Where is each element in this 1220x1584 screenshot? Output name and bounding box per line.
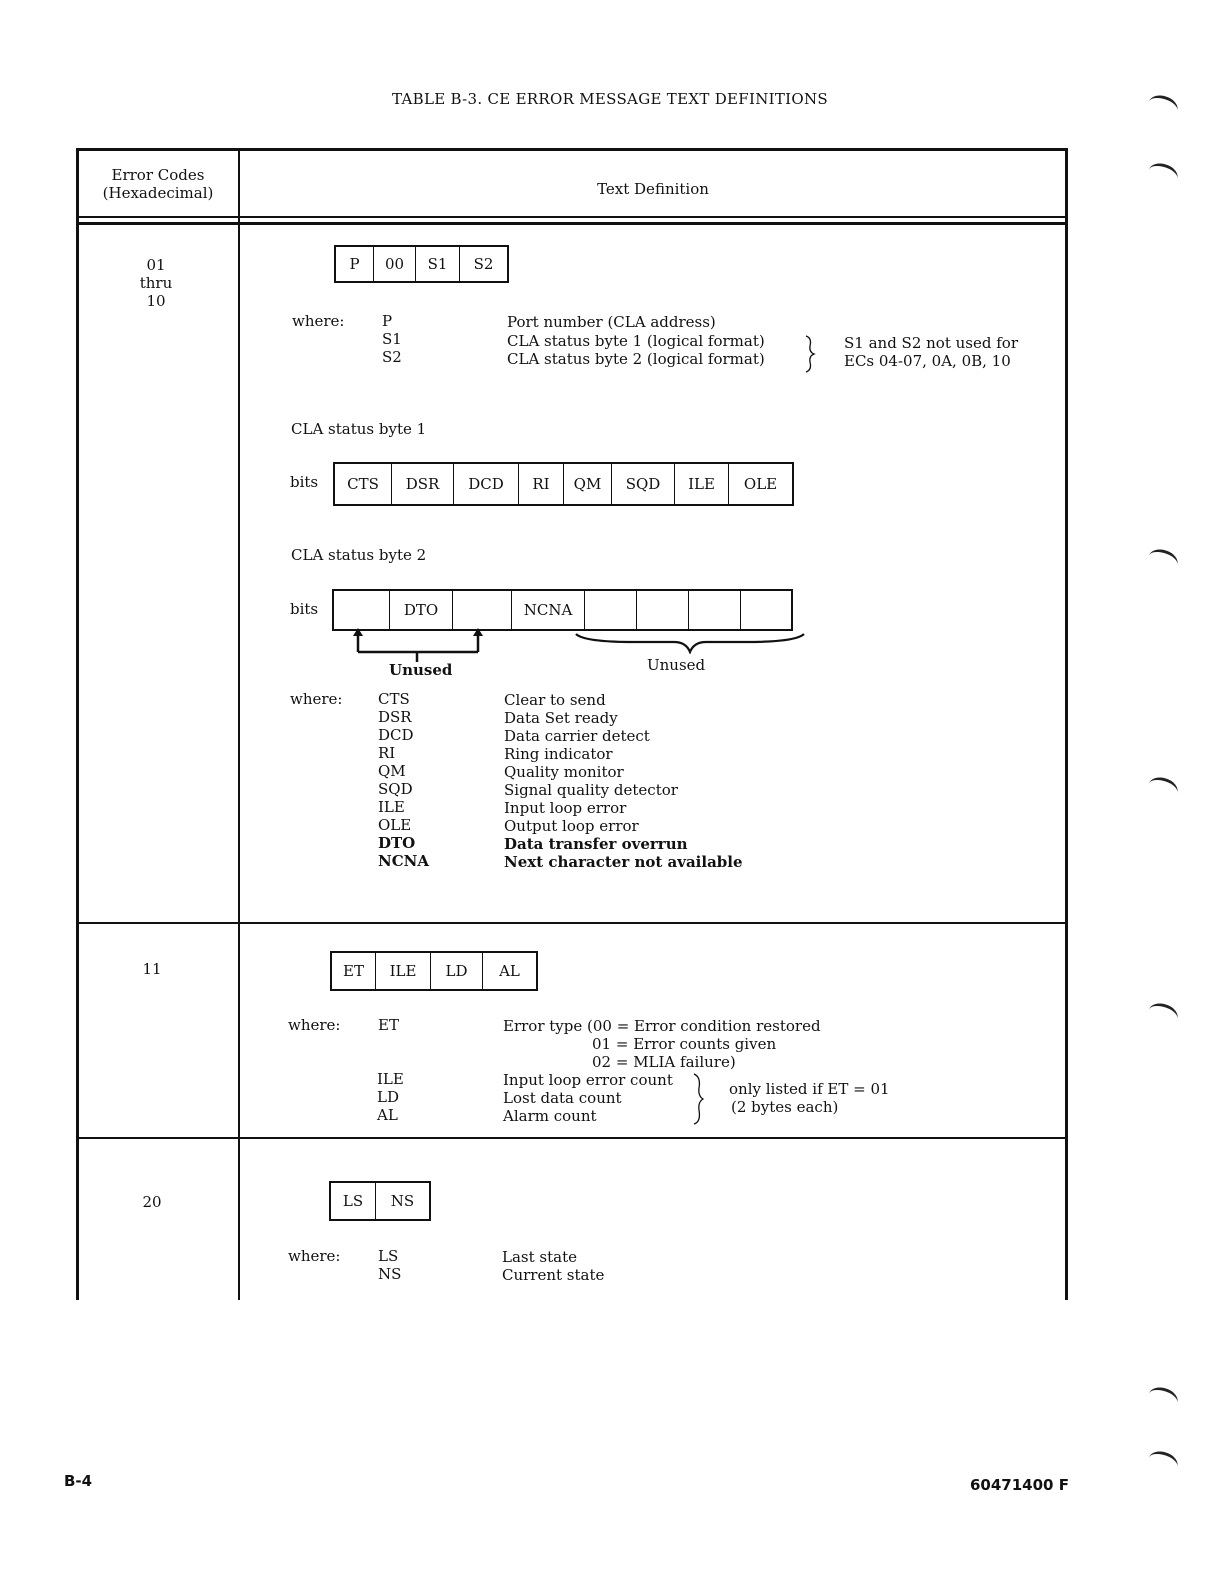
bit-symbol-list bbox=[378, 690, 429, 870]
bit-ri: RI bbox=[519, 464, 564, 504]
def-text: Input loop error count bbox=[503, 1071, 673, 1089]
format-field-ls: LS bbox=[331, 1183, 376, 1219]
def-symbol: NS bbox=[378, 1265, 402, 1283]
binder-mark-icon bbox=[1145, 1448, 1180, 1477]
bit-symbol: DCD bbox=[378, 726, 414, 744]
def-text: Last state bbox=[502, 1248, 577, 1266]
page-number: B-4 bbox=[64, 1472, 93, 1490]
header-rule bbox=[76, 216, 1068, 218]
bit-meaning: Output loop error bbox=[504, 817, 639, 835]
def-symbol: ET bbox=[378, 1016, 399, 1034]
bit-symbol: NCNA bbox=[378, 852, 429, 870]
def-symbol: LD bbox=[377, 1088, 399, 1106]
binder-mark-icon bbox=[1145, 774, 1180, 803]
bit-symbol: OLE bbox=[378, 816, 412, 834]
document-number: 60471400 F bbox=[970, 1476, 1069, 1494]
bit-meaning: Input loop error bbox=[504, 799, 627, 817]
def-symbol: P bbox=[382, 312, 393, 330]
bit-sqd: SQD bbox=[612, 464, 675, 504]
row2-format-boxes bbox=[330, 951, 538, 991]
byte1-label: CLA status byte 1 bbox=[291, 420, 427, 438]
row1-codes bbox=[76, 256, 236, 310]
def-symbol: S1 bbox=[382, 330, 402, 348]
bit-ile: ILE bbox=[675, 464, 729, 504]
row3-format-boxes bbox=[329, 1181, 431, 1221]
error-type-line1: Error type (00 = Error condition restored bbox=[503, 1017, 821, 1035]
bit-symbol: QM bbox=[378, 762, 406, 780]
bit-symbol: SQD bbox=[378, 780, 413, 798]
row1-code-line: thru bbox=[139, 274, 173, 292]
bit-unused bbox=[637, 591, 689, 629]
row1-where-label: where: bbox=[292, 312, 345, 330]
def-text: Lost data count bbox=[503, 1089, 622, 1107]
binder-mark-icon bbox=[1145, 160, 1180, 189]
header-error-codes bbox=[78, 166, 238, 202]
row2-where-label: where: bbox=[288, 1016, 341, 1034]
bit-symbol: RI bbox=[378, 744, 396, 762]
column-divider bbox=[238, 150, 240, 1300]
bit-dto: DTO bbox=[390, 591, 453, 629]
bit-meaning-list bbox=[504, 691, 743, 871]
row3-symbol-list bbox=[378, 1247, 401, 1283]
def-symbol: ILE bbox=[377, 1070, 404, 1088]
byte2-label: CLA status byte 2 bbox=[291, 546, 427, 564]
binder-mark-icon bbox=[1145, 546, 1180, 575]
byte2-bits-label: bits bbox=[290, 600, 319, 618]
format-field-ile: ILE bbox=[376, 953, 431, 989]
byte2-bit-boxes bbox=[332, 589, 793, 631]
format-field-al: AL bbox=[499, 962, 520, 980]
table-title: TABLE B-3. CE ERROR MESSAGE TEXT DEFINITIONS bbox=[392, 90, 828, 108]
bit-meaning: Ring indicator bbox=[504, 745, 613, 763]
unused-arrows-icon bbox=[340, 626, 500, 666]
row2-text-list bbox=[503, 1071, 673, 1125]
byte1-bit-boxes bbox=[333, 462, 794, 506]
format-field-00: 00 bbox=[374, 247, 416, 281]
bit-symbol: DTO bbox=[378, 834, 416, 852]
format-field-s2: S2 bbox=[473, 255, 494, 273]
bit-unused bbox=[453, 591, 512, 629]
error-type-line3: 02 = MLIA failure) bbox=[592, 1053, 736, 1071]
bit-meaning: Data carrier detect bbox=[504, 727, 650, 745]
row3-code: 20 bbox=[142, 1193, 162, 1211]
bit-dcd: DCD bbox=[454, 464, 519, 504]
byte1-bits-label: bits bbox=[290, 473, 319, 491]
bit-meaning: Quality monitor bbox=[504, 763, 624, 781]
bit-cts: CTS bbox=[335, 464, 392, 504]
format-field-ns: NS bbox=[390, 1192, 415, 1210]
bit-symbol: CTS bbox=[378, 690, 410, 708]
def-symbol: AL bbox=[377, 1106, 398, 1124]
def-text: Port number (CLA address) bbox=[507, 313, 716, 331]
brace-right-icon bbox=[688, 1072, 708, 1126]
binder-mark-icon bbox=[1145, 1000, 1180, 1029]
bit-unused bbox=[689, 591, 741, 629]
bit-meaning: Signal quality detector bbox=[504, 781, 678, 799]
unused-left-label: Unused bbox=[389, 661, 453, 679]
row3-text-list bbox=[502, 1248, 604, 1284]
bit-dsr: DSR bbox=[392, 464, 454, 504]
bit-qm: QM bbox=[564, 464, 612, 504]
def-symbol: LS bbox=[378, 1247, 399, 1265]
row-divider-2 bbox=[76, 1137, 1068, 1139]
def-text: CLA status byte 1 (logical format) bbox=[507, 332, 765, 350]
row-divider-1 bbox=[76, 922, 1068, 924]
header-text-definition: Text Definition bbox=[597, 180, 709, 198]
def-text: Current state bbox=[502, 1266, 605, 1284]
def-text: Alarm count bbox=[503, 1107, 597, 1125]
format-field-s1: S1 bbox=[416, 247, 460, 281]
row2-note-line2: (2 bytes each) bbox=[731, 1098, 839, 1116]
row1-format-boxes bbox=[334, 245, 509, 283]
bit-unused bbox=[334, 591, 390, 629]
bit-meaning: Data transfer overrun bbox=[504, 835, 688, 853]
brace-right-icon bbox=[800, 334, 820, 374]
format-field-ld: LD bbox=[431, 953, 483, 989]
format-field-p: P bbox=[336, 247, 374, 281]
bit-symbol: ILE bbox=[378, 798, 405, 816]
error-type-line2: 01 = Error counts given bbox=[592, 1035, 777, 1053]
row3-where-label: where: bbox=[288, 1247, 341, 1265]
row2-note-line1: only listed if ET = 01 bbox=[729, 1080, 890, 1098]
row2-symbol-list bbox=[377, 1070, 404, 1124]
unused-right-label: Unused bbox=[647, 656, 706, 674]
bit-ncna: NCNA bbox=[512, 591, 585, 629]
row1-code-line: 10 bbox=[146, 292, 166, 310]
bit-meaning: Next character not available bbox=[504, 853, 743, 871]
unused-brace-icon bbox=[574, 630, 806, 654]
row1-note-line1: S1 and S2 not used for bbox=[844, 334, 1018, 352]
row1-code-line: 01 bbox=[146, 256, 166, 274]
bit-unused bbox=[585, 591, 637, 629]
header-rule-double bbox=[76, 222, 1068, 225]
binder-mark-icon bbox=[1145, 1384, 1180, 1413]
def-text: CLA status byte 2 (logical format) bbox=[507, 350, 765, 368]
format-field-et: ET bbox=[332, 953, 376, 989]
bit-unused bbox=[741, 591, 791, 629]
bit-symbol: DSR bbox=[378, 708, 412, 726]
def-symbol: S2 bbox=[382, 348, 402, 366]
row1-note-line2: ECs 04-07, 0A, 0B, 10 bbox=[844, 352, 1011, 370]
row1-bits-where-label: where: bbox=[290, 690, 343, 708]
bit-ole: OLE bbox=[743, 475, 778, 493]
bit-meaning: Data Set ready bbox=[504, 709, 618, 727]
bit-meaning: Clear to send bbox=[504, 691, 606, 709]
header-codes-line1: Error Codes bbox=[111, 166, 205, 184]
row2-code: 11 bbox=[142, 960, 162, 978]
header-codes-line2: (Hexadecimal) bbox=[102, 184, 214, 202]
